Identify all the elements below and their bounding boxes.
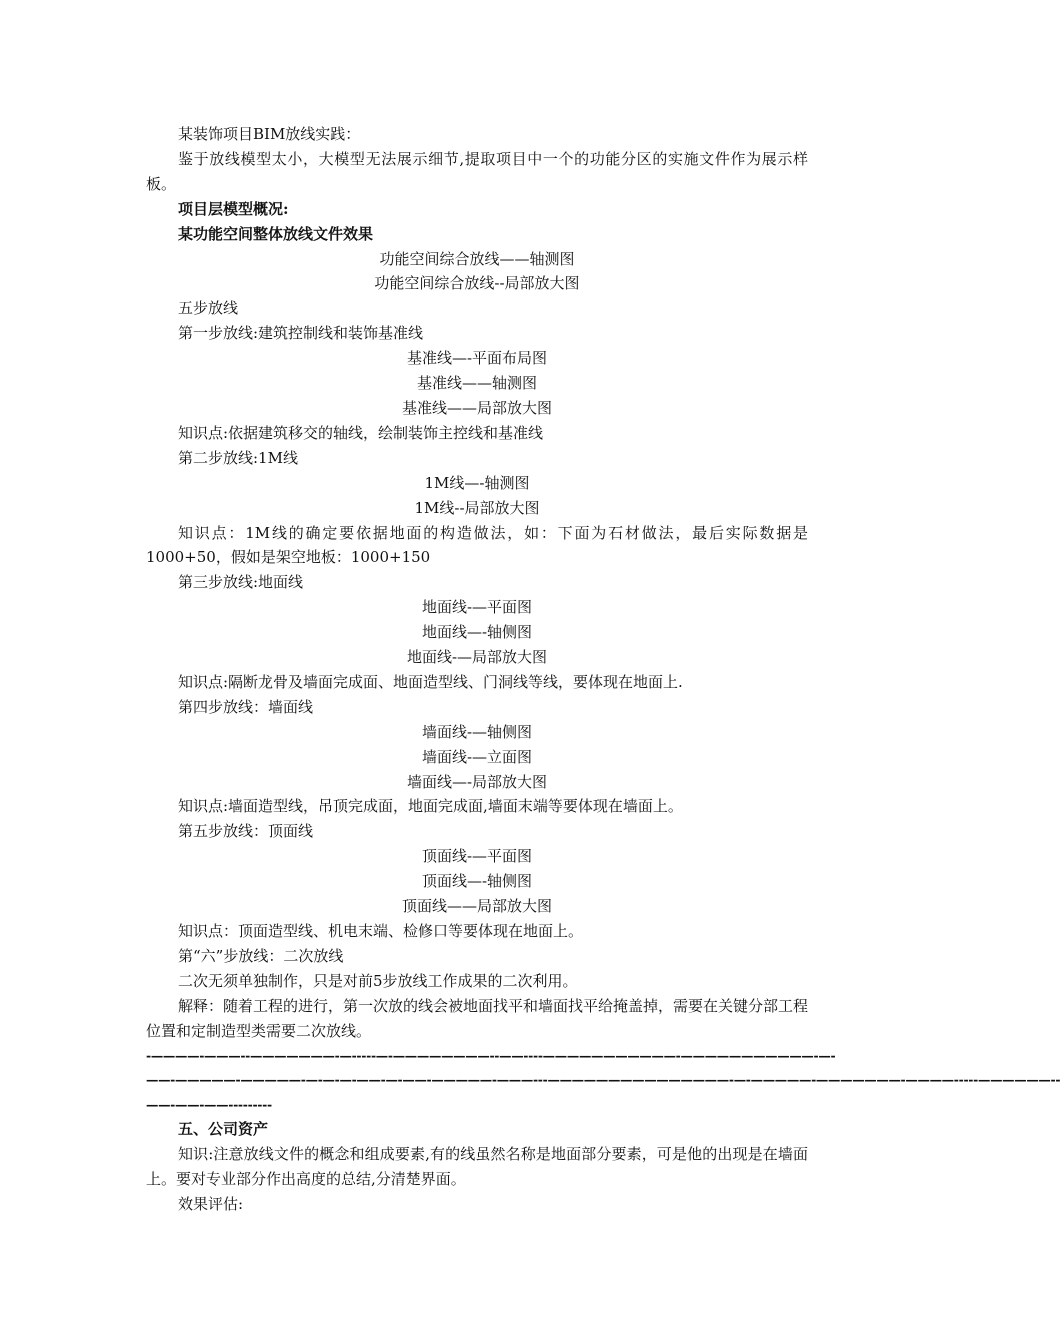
paragraph: 五、公司资产 — [178, 1120, 269, 1139]
paragraph: 第“六”步放线：二次放线 — [178, 946, 344, 965]
figure-caption: 基准线——局部放大图 — [401, 398, 552, 417]
figure-caption: 顶面线—-轴侧图 — [421, 872, 533, 891]
paragraph: 第四步放线：墙面线 — [178, 697, 314, 716]
paragraph: 知识点：1M线的确定要依据地面的构造做法，如：下面为石材做法，最后实际数据是1000+50，假如是架空地板：1000+150 — [146, 523, 808, 567]
figure-caption: 地面线-—平面图 — [421, 598, 533, 617]
document-body — [146, 122, 1060, 1217]
paragraph: 第一步放线:建筑控制线和装饰基准线 — [178, 324, 424, 343]
paragraph: 第三步放线:地面线 — [178, 573, 304, 592]
paragraph: 某装饰项目BIM放线实践： — [178, 125, 361, 143]
figure-caption: 功能空间综合放线——轴测图 — [379, 249, 575, 268]
figure-caption: 功能空间综合放线--局部放大图 — [374, 274, 580, 293]
figure-caption: 顶面线——局部放大图 — [401, 897, 552, 916]
paragraph: 第五步放线：顶面线 — [178, 822, 314, 841]
paragraph: 知识点：顶面造型线、机电末端、检修口等要体现在地面上。 — [178, 922, 584, 940]
figure-caption: 基准线—-平面布局图 — [406, 349, 548, 368]
figure-caption: 1M线—-轴测图 — [424, 473, 530, 492]
figure-caption: 地面线—-轴侧图 — [421, 623, 533, 642]
figure-caption: 墙面线—-局部放大图 — [406, 772, 548, 791]
dash-separator: -————-———--———————-—-----—-————————--——----———————————-———————————-—- — [146, 1047, 836, 1063]
dash-separator: ——-——-——--------- — [146, 1096, 272, 1112]
figure-caption: 基准线——轴测图 — [416, 374, 537, 393]
paragraph: 知识:注意放线文件的概念和组成要素,有的线虽然名称是地面部分要素，可是他的出现是在墙面上。要对专业部分作出高度的总结,分清楚界面。 — [146, 1145, 808, 1189]
paragraph: 鉴于放线模型太小，大模型无法展示细节,提取项目中一个的功能分区的实施文件作为展示样板。 — [146, 149, 808, 193]
paragraph: 解释：随着工程的进行，第一次放的线会被地面找平和墙面找平给掩盖掉，需要在关键分部工程位置和定制造型类需要二次放线。 — [146, 996, 809, 1040]
paragraph: 某功能空间整体放线文件效果 — [178, 224, 374, 243]
paragraph: 知识点:依据建筑移交的轴线，绘制装饰主控线和基准线 — [178, 423, 544, 442]
paragraph: 第二步放线:1M线 — [178, 448, 298, 467]
paragraph: 知识点:隔断龙骨及墙面完成面、地面造型线、门洞线等线，要体现在地面上. — [178, 672, 683, 691]
figure-caption: 地面线-—局部放大图 — [406, 648, 548, 667]
figure-caption: 顶面线-—平面图 — [421, 847, 533, 866]
figure-caption: 墙面线-—轴侧图 — [421, 722, 533, 741]
paragraph: 项目层模型概况: — [178, 199, 289, 218]
figure-caption: 1M线--局部放大图 — [414, 498, 540, 517]
dash-separator: ——-—————-—————-—-—-—-——-—-——-—————-———---———————————————-—-—————-———————-————-----——————-- — [146, 1072, 1060, 1088]
paragraph: 二次无须单独制作，只是对前5步放线工作成果的二次利用。 — [178, 971, 578, 990]
paragraph: 五步放线 — [178, 299, 239, 318]
paragraph: 效果评估: — [178, 1195, 244, 1214]
paragraph: 知识点:墙面造型线，吊顶完成面，地面完成面,墙面末端等要体现在墙面上。 — [178, 797, 683, 816]
figure-caption: 墙面线-—立面图 — [421, 747, 533, 766]
